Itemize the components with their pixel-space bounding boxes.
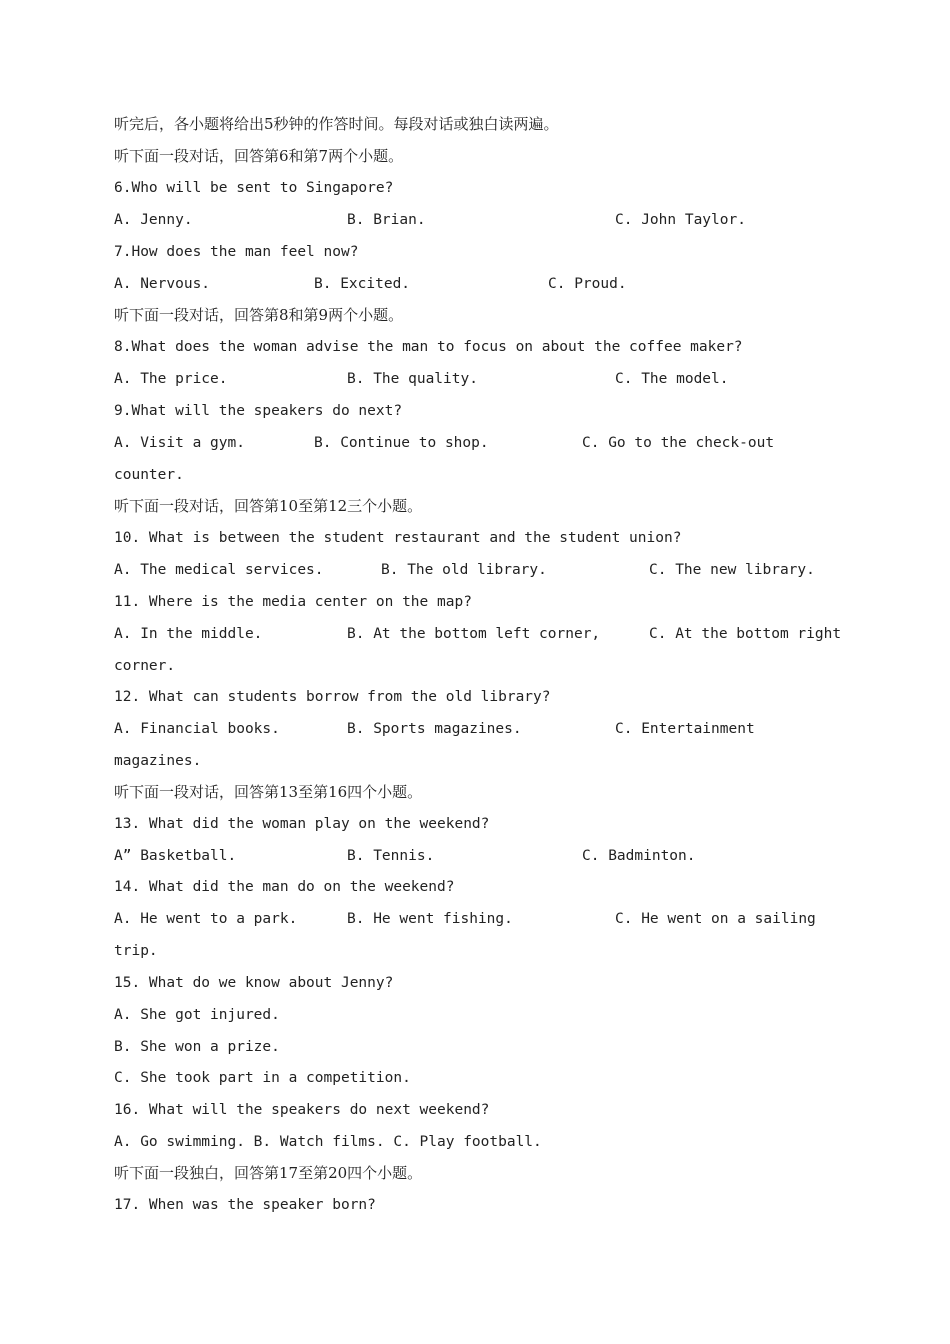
q9-option-b: B. Continue to shop. xyxy=(314,435,489,451)
q13-option-c: C. Badminton. xyxy=(582,848,696,864)
question-7: 7.How does the man feel now? xyxy=(114,244,359,260)
q14-option-c-continued: trip. xyxy=(114,943,158,959)
question-6: 6.Who will be sent to Singapore? xyxy=(114,180,394,196)
q10-option-c: C. The new library. xyxy=(649,562,815,578)
q7-option-a: A. Nervous. xyxy=(114,276,211,292)
q6-option-c: C. John Taylor. xyxy=(615,212,746,228)
q12-option-c-continued: magazines. xyxy=(114,753,202,769)
question-13: 13. What did the woman play on the weekend? xyxy=(114,816,490,832)
q11-option-c-continued: corner. xyxy=(114,658,176,674)
q8-option-b: B. The quality. xyxy=(347,371,478,387)
q15-option-a: A. She got injured. xyxy=(114,1007,280,1023)
q6-option-a: A. Jenny. xyxy=(114,212,193,228)
q12-option-b: B. Sports magazines. xyxy=(347,721,522,737)
q7-option-b: B. Excited. xyxy=(314,276,411,292)
section-instruction-13-16: 听下面一段对话，回答第13至第16四个小题。 xyxy=(114,783,423,801)
q9-option-c: C. Go to the check-out xyxy=(582,435,775,451)
q10-option-a: A. The medical services. xyxy=(114,562,324,578)
section-instruction-6-7: 听下面一段对话，回答第6和第7两个小题。 xyxy=(114,147,404,165)
q9-option-c-continued: counter. xyxy=(114,467,184,483)
q11-option-c: C. At the bottom right xyxy=(649,626,842,642)
q10-option-b: B. The old library. xyxy=(381,562,547,578)
q8-option-c: C. The model. xyxy=(615,371,729,387)
q8-option-a: A. The price. xyxy=(114,371,228,387)
q12-option-c: C. Entertainment xyxy=(615,721,755,737)
question-16: 16. What will the speakers do next weekend? xyxy=(114,1102,490,1118)
q11-option-a: A. In the middle. xyxy=(114,626,263,642)
question-12: 12. What can students borrow from the old library? xyxy=(114,689,551,705)
question-14: 14. What did the man do on the weekend? xyxy=(114,879,455,895)
q9-option-a: A. Visit a gym. xyxy=(114,435,245,451)
q11-option-b: B. At the bottom left corner, xyxy=(347,626,601,642)
q6-option-b: B. Brian. xyxy=(347,212,426,228)
section-instruction-8-9: 听下面一段对话，回答第8和第9两个小题。 xyxy=(114,306,404,324)
intro-instruction: 听完后，各小题将给出5秒钟的作答时间。每段对话或独白读两遍。 xyxy=(114,115,559,133)
question-9: 9.What will the speakers do next? xyxy=(114,403,403,419)
question-15: 15. What do we know about Jenny? xyxy=(114,975,394,991)
question-10: 10. What is between the student restaurant and the student union? xyxy=(114,530,682,546)
q14-option-b: B. He went fishing. xyxy=(347,911,513,927)
q15-option-c: C. She took part in a competition. xyxy=(114,1070,411,1086)
q14-option-c: C. He went on a sailing xyxy=(615,911,816,927)
q15-option-b: B. She won a prize. xyxy=(114,1039,280,1055)
section-instruction-17-20: 听下面一段独白，回答第17至第20四个小题。 xyxy=(114,1164,423,1182)
q16-options: A. Go swimming. B. Watch films. C. Play football. xyxy=(114,1134,542,1150)
q13-option-a: A” Basketball. xyxy=(114,848,237,864)
q14-option-a: A. He went to a park. xyxy=(114,911,298,927)
q12-option-a: A. Financial books. xyxy=(114,721,280,737)
q7-option-c: C. Proud. xyxy=(548,276,627,292)
question-11: 11. Where is the media center on the map? xyxy=(114,594,472,610)
q13-option-b: B. Tennis. xyxy=(347,848,435,864)
question-17: 17. When was the speaker born? xyxy=(114,1197,376,1213)
section-instruction-10-12: 听下面一段对话，回答第10至第12三个小题。 xyxy=(114,497,423,515)
question-8: 8.What does the woman advise the man to focus on about the coffee maker? xyxy=(114,339,743,355)
